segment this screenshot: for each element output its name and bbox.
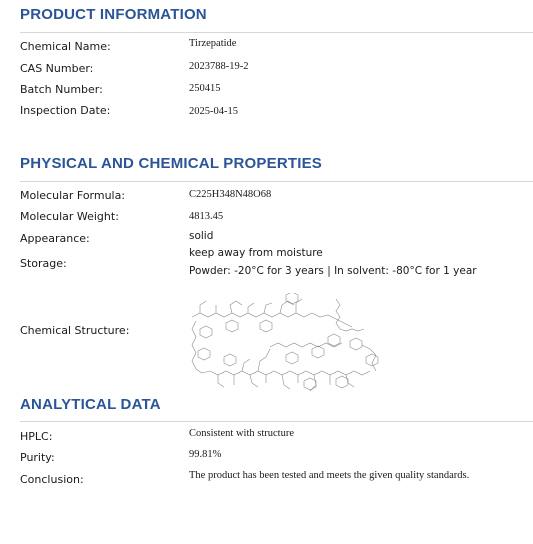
chemical-name-value: Tirzepatide [189,38,237,49]
section-divider [20,32,533,33]
cas-number-label: CAS Number: [20,62,94,75]
molecular-weight-label: Molecular Weight: [20,210,119,223]
inspection-date-label: Inspection Date: [20,104,111,117]
section-title-physical-chemical: PHYSICAL AND CHEMICAL PROPERTIES [20,155,322,172]
chemical-name-label: Chemical Name: [20,40,111,53]
hplc-value: Consistent with structure [189,428,294,439]
storage-line-1: keep away from moisture [189,247,323,259]
batch-number-value: 250415 [189,83,221,94]
storage-line-2: Powder: -20°C for 3 years | In solvent: -80°C for 1 year [189,265,477,277]
appearance-label: Appearance: [20,232,90,245]
cas-number-value: 2023788-19-2 [189,61,249,72]
purity-value: 99.81% [189,449,222,460]
section-divider [20,421,533,422]
appearance-value: solid [189,230,214,242]
chemical-structure-label: Chemical Structure: [20,324,130,337]
hplc-label: HPLC: [20,430,53,443]
chemical-structure-image [186,293,386,395]
conclusion-label: Conclusion: [20,473,84,486]
batch-number-label: Batch Number: [20,83,103,96]
section-divider [20,181,533,182]
molecular-weight-value: 4813.45 [189,211,224,222]
section-title-analytical-data: ANALYTICAL DATA [20,396,161,413]
section-title-product-information: PRODUCT INFORMATION [20,6,207,23]
molecular-formula-label: Molecular Formula: [20,189,126,202]
inspection-date-value: 2025-04-15 [189,106,238,117]
storage-label: Storage: [20,257,67,270]
conclusion-value: The product has been tested and meets the given quality standards. [189,470,470,481]
molecular-formula-value: C225H348N48O68 [189,189,272,200]
purity-label: Purity: [20,451,55,464]
